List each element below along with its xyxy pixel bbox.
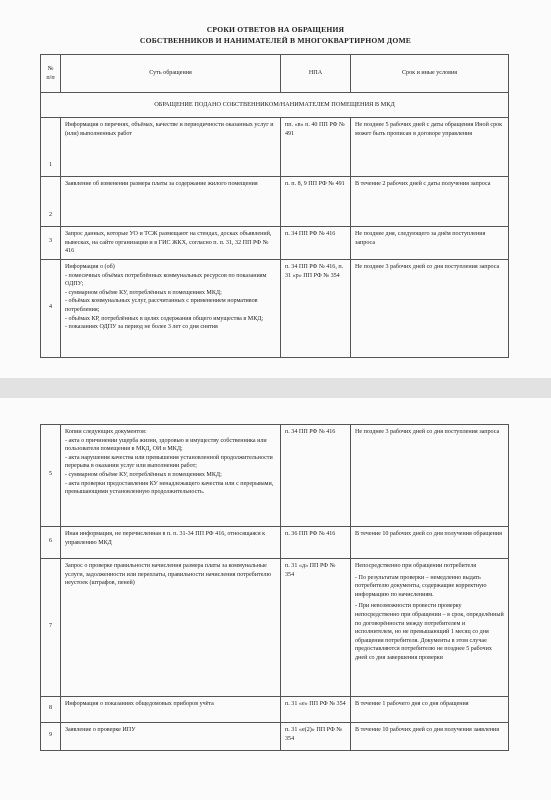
row-term: Не позднее 5 рабочих дней с даты обращения Иной срок может быть прописан в договоре управления — [351, 118, 509, 177]
table-row — [41, 118, 509, 177]
header-num: № п/п — [41, 55, 61, 93]
row-term-item: - При невозможности провести проверку непосредственно при обращении – в срок, определённый по договорённости между потребителем и исполнителем, но не превышающий 1 месяц со дня обращения потребителя. Документы в этом случае предоставляются потребителю не позднее 5 рабочих дней со дня завершения проверки — [355, 603, 504, 661]
row-term-item: - По результатам проверки – немедленно выдать потребителю документы, содержащие корректную информацию по начислениям. — [355, 574, 487, 598]
table-row — [41, 227, 509, 260]
row-term: В течение 1 рабочего дня со дня обращения — [351, 697, 509, 723]
table-row — [41, 177, 509, 227]
row-npa: п. 34 ПП РФ № 416 — [281, 425, 351, 527]
list-item: - объёмах коммунальных услуг, рассчитанных с применением нормативов потребления; — [65, 298, 258, 313]
row-subject: Запрос данных, которые УО и ТСЖ размещают на стендах, досках объявлений, вывесках, на сайте организации и в ГИС ЖКХ, согласно п. п. 31, 32 ПП РФ № 416 — [61, 227, 281, 260]
table-row — [41, 527, 509, 559]
table-row — [41, 723, 509, 751]
row-term — [351, 559, 509, 697]
row-number: 8 — [41, 697, 61, 723]
list-item: - показаниях ОДПУ за период не более 3 лет со дня снятия — [65, 324, 218, 331]
row-npa: п. 36 ПП РФ № 416 — [281, 527, 351, 559]
list-item: - суммарном объёме КУ, потреблённых в помещениях МКД; — [65, 289, 222, 296]
list-item: - акта о причинении ущерба жизни, здоровью и имуществу собственника или пользователя помещения в МКД, ОИ в МКД; — [65, 437, 267, 453]
row-subject-list — [65, 437, 276, 497]
row-npa: п. 34 ПП РФ № 416 — [281, 227, 351, 260]
row-subject-intro: Информация о (об) — [65, 264, 115, 270]
table-row — [41, 697, 509, 723]
row-subject: Иная информация, не перечисленная в п. п. 31-34 ПП РФ 416, относящаяся к управлению МКД — [61, 527, 281, 559]
row-subject: Информация о показаниях общедомовых приборов учёта — [61, 697, 281, 723]
row-term: В течение 10 рабочих дней со дня получения заявления — [351, 723, 509, 751]
row-number: 4 — [41, 260, 61, 358]
table-row — [41, 260, 509, 358]
row-subject: Запрос о проверке правильности начисления размера платы за коммунальные услуги, задолженности или переплаты, правильности начисления потребителю неустоек (штрафов, пеней) — [61, 559, 281, 697]
row-npa: п. п. 8, 9 ПП РФ № 491 — [281, 177, 351, 227]
document-title-line-2: СОБСТВЕННИКОВ И НАНИМАТЕЛЕЙ В МНОГОКВАРТИРНОМ ДОМЕ — [139, 36, 412, 45]
row-number: 3 — [41, 227, 61, 260]
table-header-row — [41, 55, 509, 93]
table-row — [41, 559, 509, 697]
row-number: 2 — [41, 177, 61, 227]
section-row — [41, 93, 509, 118]
row-number: 1 — [41, 118, 61, 177]
row-term: В течение 2 рабочих дней с даты получения запроса — [351, 177, 509, 227]
table-row — [41, 425, 509, 527]
row-term: В течение 10 рабочих дней со дня получения обращения — [351, 527, 509, 559]
row-npa: п. 34 ПП РФ № 416, п. 31 «р» ПП РФ № 354 — [281, 260, 351, 358]
row-number: 6 — [41, 527, 61, 559]
header-subject: Суть обращения — [61, 55, 281, 93]
header-npa: НПА — [281, 55, 351, 93]
row-term: Не позднее 3 рабочих дней со дня поступления запроса — [351, 425, 509, 527]
section-title: ОБРАЩЕНИЕ ПОДАНО СОБСТВЕННИКОМ/НАНИМАТЕЛЕМ ПОМЕЩЕНИЯ В МКД — [41, 93, 509, 118]
row-subject: Заявление об изменении размера платы за содержание жилого помещения — [61, 177, 281, 227]
deadlines-table-page-2 — [40, 424, 509, 751]
row-term: Не позднее дня, следующего за днём поступления запроса — [351, 227, 509, 260]
row-npa: п. 31 «е» ПП РФ № 354 — [281, 697, 351, 723]
list-item: - акта проверки предоставления КУ ненадлежащего качества или с перерывами, превышающими установленную продолжительность. — [65, 480, 274, 496]
page-separator — [0, 378, 551, 398]
document-title-line-1: СРОКИ ОТВЕТОВ НА ОБРАЩЕНИЯ — [206, 25, 345, 34]
list-item: - суммарном объёме КУ, потреблённых в помещениях МКД; — [65, 471, 222, 478]
row-term-intro: Непосредственно при обращении потребителя — [355, 563, 477, 569]
row-subject: Заявление о проверке ИПУ — [61, 723, 281, 751]
list-item: - акта нарушения качества или превышения установленной продолжительности перерыва в оказании услуг или выполнении работ; — [65, 454, 273, 470]
list-item: - помесячных объёмах потреблённых коммунальных ресурсов по показаниям ОДПУ; — [65, 272, 267, 288]
row-term: Не позднее 3 рабочих дней со дня поступления запроса — [351, 260, 509, 358]
row-npa: п. 31 «е(2)» ПП РФ № 354 — [281, 723, 351, 751]
row-npa: п. 31 «д» ПП РФ № 354 — [281, 559, 351, 697]
row-number: 5 — [41, 425, 61, 527]
row-number: 9 — [41, 723, 61, 751]
row-subject-list — [65, 272, 276, 332]
row-subject: Информация о перечнях, объёмах, качестве и периодичности оказанных услуг и (или) выполненных работ — [61, 118, 281, 177]
row-npa: пп. «в» п. 40 ПП РФ № 491 — [281, 118, 351, 177]
row-subject — [61, 425, 281, 527]
deadlines-table-page-1 — [40, 54, 509, 358]
row-number: 7 — [41, 559, 61, 697]
row-subject-intro: Копии следующих документов: — [65, 429, 147, 435]
header-term: Срок и иные условия — [351, 55, 509, 93]
list-item: - объёмах КР, потреблённых в целях содержания общего имущества в МКД; — [65, 315, 264, 322]
row-subject — [61, 260, 281, 358]
